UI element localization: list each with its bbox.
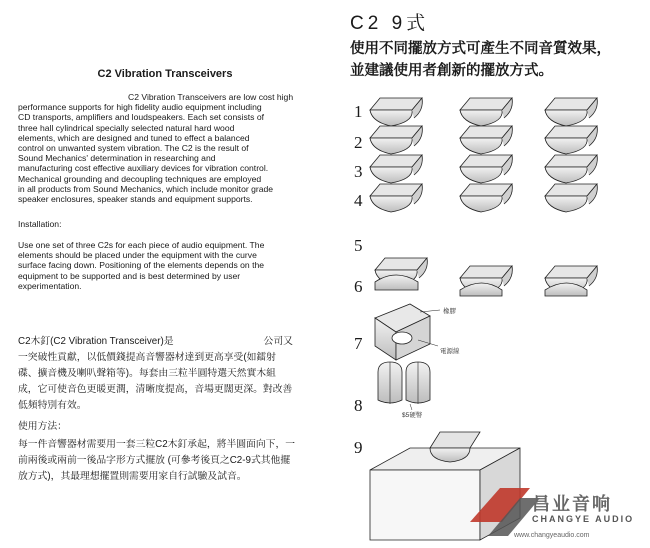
method-number-3: 3 <box>354 162 363 181</box>
text-line: Use one set of three C2s for each piece of audio equipment. The <box>18 240 265 250</box>
diagram-8 <box>378 362 430 410</box>
diagram-row-6 <box>375 258 597 296</box>
text-line: surface facing down. Positioning of the elements depends on the <box>18 260 265 271</box>
text-line: three hall cylindrical specially selected natural hard wood <box>18 122 235 133</box>
text-line: 使用不同擺放方式可產生不同音質效果， <box>350 41 611 57</box>
method-heading: 使用方法： <box>18 421 67 432</box>
cable-label: 電源線 <box>440 348 460 355</box>
coin-label: $5硬幣 <box>402 412 423 419</box>
installation-instructions <box>18 240 318 291</box>
text-fragment: C2木釘(C2 Vibration Transceiver)是 <box>18 336 174 347</box>
text-line: 每一件音響器材需要用一套三粒C2木釘承起，將半圓面向下，一 <box>18 439 296 450</box>
english-description <box>18 92 318 204</box>
text-line: experimentation. <box>18 280 82 291</box>
brand-name-cn: 昌业音响 <box>532 494 612 514</box>
brand-name-en: CHANGYE AUDIO <box>532 514 635 524</box>
brand-url: www.changyeaudio.com <box>514 532 590 539</box>
diagram-row-2 <box>370 126 597 154</box>
brand-logo <box>460 484 650 548</box>
text-line: speaker enclosures, speaker stands and equipment supports. <box>18 194 253 205</box>
page-title: C2 9式 <box>350 13 430 34</box>
method-number-7: 7 <box>354 334 363 353</box>
rubber-label: 橡膠 <box>443 308 456 315</box>
diagram-row-1 <box>370 98 597 126</box>
diagram-7 <box>375 304 440 360</box>
english-title: C2 Vibration Transceivers <box>97 68 233 80</box>
method-description <box>18 437 318 485</box>
text-line: 一突破性貢獻，以低價錢提高音響器材達到更高享受(如鐳射 <box>18 352 276 363</box>
text-line: 成，它可使音色更暖更潤，清晰度提高，音場更闊更深。對改善 <box>18 384 293 395</box>
text-line: performance supports for high fidelity audio equipment including <box>18 102 262 113</box>
text-line: 並建議使用者創新的擺放方式。 <box>350 63 553 79</box>
text-line: manufacturing cost effective auxiliary devices for vibration control. <box>18 163 269 174</box>
text-line: 前兩後或兩前一後品字形方式擺放 (可參考後頁之C2-9式其他擺 <box>18 455 291 466</box>
method-number-9: 9 <box>354 438 363 457</box>
text-line: C2 Vibration Transceivers are low cost high <box>128 92 294 102</box>
text-line: CD transports, amplifiers and loudspeakers. Each set consists of <box>18 112 264 123</box>
right-column <box>330 0 650 548</box>
text-line: equipment to be supported and is best determined by user <box>18 270 241 281</box>
text-line: in all products from Sound Mechanics, which include monitor grade <box>18 183 274 194</box>
installation-heading: Installation: <box>18 219 62 229</box>
placement-diagrams <box>330 0 650 548</box>
method-number-6: 6 <box>354 277 363 296</box>
method-number-2: 2 <box>354 133 363 152</box>
text-line: elements, which are designed and tuned to effect a balanced <box>18 132 250 143</box>
text-line: Sound Mechanics' determination in researching and <box>18 153 216 164</box>
method-number-4: 4 <box>354 191 363 210</box>
diagram-row-3 <box>370 155 597 183</box>
text-line <box>18 334 318 350</box>
text-fragment: 公司又 <box>263 336 293 347</box>
method-number-1: 1 <box>354 102 363 121</box>
chinese-description <box>18 334 318 414</box>
text-line: 碟、擴音機及喇叭聲箱等)。每套由三粒半圓特選天然實木組 <box>18 368 276 379</box>
text-line: control on unwanted system vibration. The C2 is the result of <box>18 143 249 154</box>
text-line: elements should be placed under the equipment with the curve <box>18 250 257 261</box>
text-line: 放方式)，其最理想擺置則需要用家自行試驗及試音。 <box>18 471 247 482</box>
text-line: 低頻特別有效。 <box>18 400 87 411</box>
method-number-8: 8 <box>354 396 363 415</box>
text-line: Mechanical grounding and decoupling techniques are employed <box>18 173 262 184</box>
diagram-row-4 <box>370 184 597 212</box>
method-number-5: 5 <box>354 236 363 255</box>
